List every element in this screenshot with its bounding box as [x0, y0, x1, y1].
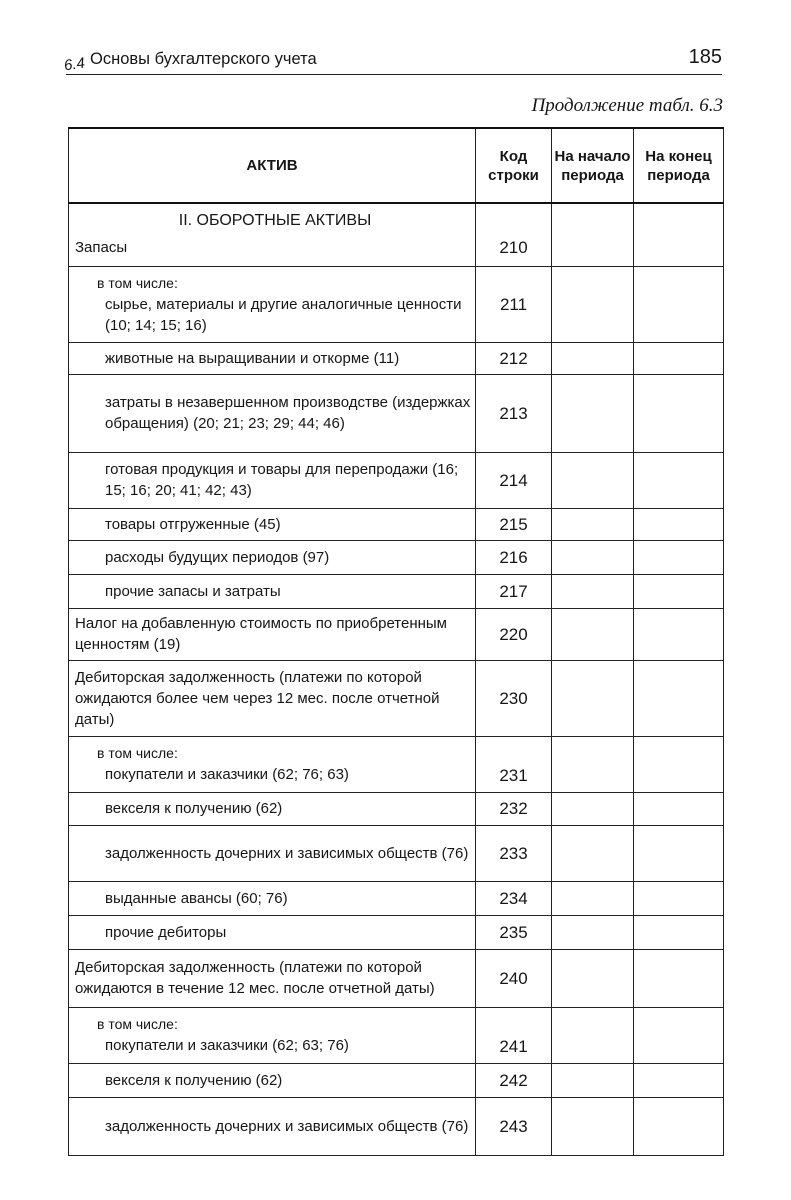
- row-code: 241: [476, 1007, 552, 1063]
- cell-period-end: [634, 915, 724, 949]
- row-code: 230: [476, 660, 552, 736]
- column-header-period-start: На начало периода: [552, 128, 634, 203]
- table-caption: Продолжение табл. 6.3: [531, 95, 723, 116]
- row-code: 220: [476, 608, 552, 660]
- row-label-cell: [69, 949, 476, 1007]
- table-row: [69, 792, 724, 825]
- table-row: [69, 508, 724, 540]
- cell-period-end: [634, 736, 724, 792]
- cell-period-start: [552, 1063, 634, 1097]
- row-code: 243: [476, 1097, 552, 1155]
- cell-period-end: [634, 203, 724, 266]
- balance-table: [68, 127, 724, 1156]
- row-label: расходы будущих периодов (97): [105, 548, 330, 566]
- section-title: II. ОБОРОТНЫЕ АКТИВЫ: [178, 212, 372, 229]
- row-label-cell: [69, 574, 476, 608]
- row-label-cell: [69, 508, 476, 540]
- row-label-cell: [69, 660, 476, 736]
- book-title: Основы бухгалтерского учета: [90, 50, 317, 68]
- cell-period-start: [552, 508, 634, 540]
- row-label: задолженность дочерних и зависимых обществ (76): [105, 1117, 469, 1135]
- table-row: [69, 915, 724, 949]
- cell-period-end: [634, 574, 724, 608]
- table-row: [69, 203, 724, 266]
- table-row: [69, 608, 724, 660]
- section-number: 6.4: [62, 54, 86, 75]
- cell-period-start: [552, 266, 634, 342]
- row-label: товары отгруженные (45): [105, 515, 281, 533]
- cell-period-start: [552, 374, 634, 452]
- cell-period-start: [552, 574, 634, 608]
- row-label-cell: [69, 915, 476, 949]
- cell-period-start: [552, 342, 634, 374]
- row-label: готовая продукция и товары для перепродажи (16; 15; 16; 20; 41; 42; 43): [105, 461, 459, 499]
- cell-period-end: [634, 452, 724, 508]
- table-row: [69, 1007, 724, 1063]
- cell-period-end: [634, 1097, 724, 1155]
- row-label-cell: [69, 1097, 476, 1155]
- cell-period-end: [634, 608, 724, 660]
- row-label: животные на выращивании и откорме (11): [105, 349, 400, 367]
- page-number: 185: [688, 46, 722, 68]
- row-label: векселя к получению (62): [105, 1071, 283, 1089]
- header-rule: [66, 74, 722, 75]
- row-label: задолженность дочерних и зависимых обществ (76): [105, 844, 469, 862]
- row-code: 234: [476, 881, 552, 915]
- row-label: векселя к получению (62): [105, 800, 283, 817]
- row-code: 212: [476, 342, 552, 374]
- table-row: [69, 949, 724, 1007]
- row-code: 214: [476, 452, 552, 508]
- cell-period-end: [634, 540, 724, 574]
- row-code: 215: [476, 508, 552, 540]
- table-row: [69, 574, 724, 608]
- row-label: затраты в незавершенном производстве (издержках обращения) (20; 21; 23; 29; 44; 46): [105, 394, 471, 432]
- row-label-cell: [69, 736, 476, 792]
- cell-period-start: [552, 1097, 634, 1155]
- cell-period-start: [552, 608, 634, 660]
- row-label-cell: [69, 792, 476, 825]
- cell-period-end: [634, 342, 724, 374]
- table-row: [69, 1063, 724, 1097]
- row-label: Дебиторская задолженность (платежи по которой ожидаются в течение 12 мес. после отчетной даты): [75, 959, 435, 997]
- column-header-asset: АКТИВ: [69, 128, 476, 203]
- row-label: выданные авансы (60; 76): [105, 889, 288, 907]
- cell-period-start: [552, 203, 634, 266]
- row-label-cell: [69, 1007, 476, 1063]
- cell-period-start: [552, 452, 634, 508]
- cell-period-start: [552, 1007, 634, 1063]
- table-row: [69, 881, 724, 915]
- cell-period-start: [552, 792, 634, 825]
- table-row: [69, 1097, 724, 1155]
- row-label-cell: [69, 825, 476, 881]
- row-label-cell: [69, 374, 476, 452]
- table-row: [69, 736, 724, 792]
- row-code: 231: [476, 736, 552, 792]
- row-label: покупатели и заказчики (62; 76; 63): [105, 766, 349, 783]
- row-code: 240: [476, 949, 552, 1007]
- table-row: [69, 660, 724, 736]
- cell-period-end: [634, 1063, 724, 1097]
- table-row: [69, 452, 724, 508]
- row-code: 233: [476, 825, 552, 881]
- row-intro: в том числе:: [97, 1016, 178, 1032]
- cell-period-end: [634, 266, 724, 342]
- row-label: покупатели и заказчики (62; 63; 76): [105, 1037, 349, 1054]
- cell-period-end: [634, 1007, 724, 1063]
- cell-period-end: [634, 881, 724, 915]
- row-label-cell: [69, 1063, 476, 1097]
- row-label-cell: [69, 608, 476, 660]
- cell-period-start: [552, 915, 634, 949]
- row-intro: в том числе:: [97, 274, 178, 291]
- row-code: 242: [476, 1063, 552, 1097]
- row-label: прочие дебиторы: [105, 923, 227, 941]
- cell-period-start: [552, 949, 634, 1007]
- row-code: 213: [476, 374, 552, 452]
- row-code: 210: [476, 203, 552, 266]
- row-label: Запасы: [75, 239, 128, 256]
- table-header-row: [69, 128, 724, 203]
- cell-period-end: [634, 374, 724, 452]
- cell-period-start: [552, 660, 634, 736]
- row-intro: в том числе:: [97, 745, 178, 761]
- cell-period-start: [552, 881, 634, 915]
- cell-period-end: [634, 949, 724, 1007]
- row-label: Налог на добавленную стоимость по приобретенным ценностям (19): [75, 615, 447, 653]
- column-header-period-end: На конец периода: [634, 128, 724, 203]
- row-code: 217: [476, 574, 552, 608]
- table-row: [69, 825, 724, 881]
- column-header-code: Код строки: [476, 128, 552, 203]
- row-code: 235: [476, 915, 552, 949]
- cell-period-start: [552, 736, 634, 792]
- row-label-cell: [69, 266, 476, 342]
- row-label-cell: [69, 881, 476, 915]
- cell-period-end: [634, 825, 724, 881]
- row-label-cell: [69, 452, 476, 508]
- row-label: Дебиторская задолженность (платежи по которой ожидаются более чем через 12 мес. после отчетной даты): [75, 668, 440, 728]
- running-head: [62, 46, 722, 76]
- table-row: [69, 342, 724, 374]
- row-code: 211: [476, 266, 552, 342]
- table-row: [69, 540, 724, 574]
- cell-period-end: [634, 792, 724, 825]
- row-code: 232: [476, 792, 552, 825]
- row-code: 216: [476, 540, 552, 574]
- row-label-cell: [69, 203, 476, 266]
- cell-period-start: [552, 540, 634, 574]
- cell-period-end: [634, 660, 724, 736]
- cell-period-start: [552, 825, 634, 881]
- table-row: [69, 266, 724, 342]
- table-row: [69, 374, 724, 452]
- row-label: прочие запасы и затраты: [105, 582, 281, 600]
- row-label-cell: [69, 342, 476, 374]
- row-label: сырье, материалы и другие аналогичные ценности (10; 14; 15; 16): [105, 295, 462, 334]
- cell-period-end: [634, 508, 724, 540]
- row-label-cell: [69, 540, 476, 574]
